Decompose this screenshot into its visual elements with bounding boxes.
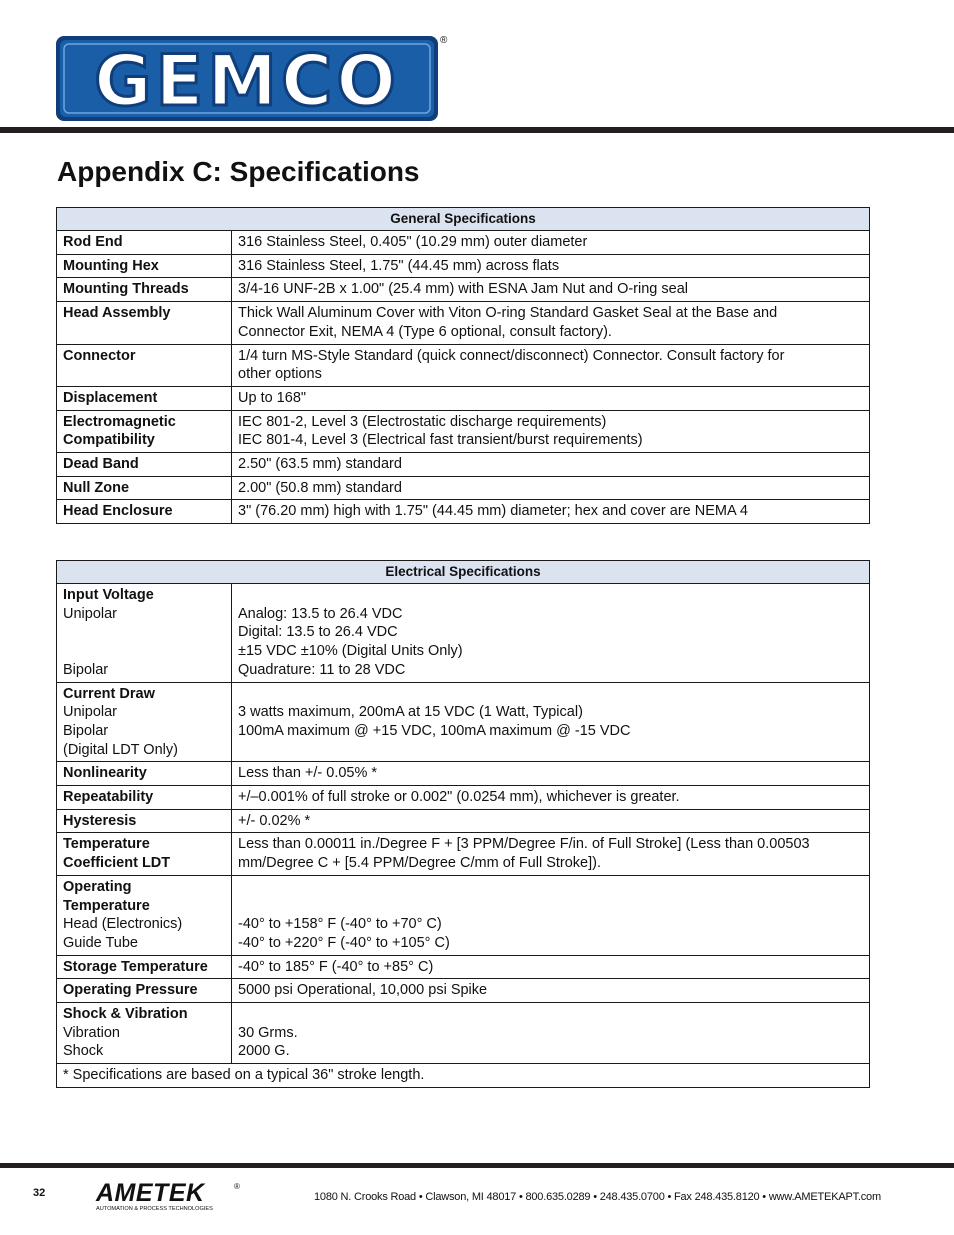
registered-mark: ® <box>440 35 448 46</box>
general-specifications-table <box>56 207 870 524</box>
row-label: Connector <box>63 347 136 364</box>
logo-text: GEMCO <box>94 40 400 122</box>
row-value: 316 Stainless Steel, 1.75" (44.45 mm) across flats <box>238 257 560 274</box>
row-label: Input Voltage <box>63 587 154 603</box>
row-sublabel: Shock <box>63 1043 104 1060</box>
table-row <box>57 231 870 255</box>
row-label: Head Assembly <box>63 305 171 322</box>
row-label-line: Temperature <box>63 897 150 914</box>
row-value-line: Connector Exit, NEMA 4 (Type 6 optional, consult factory). <box>238 323 612 340</box>
row-value: -40° to 185° F (-40° to +85° C) <box>238 958 434 975</box>
row-value-line: mm/Degree C + [5.4 PPM/Degree C/mm of Full Stroke]). <box>238 855 602 872</box>
row-value-line: 2000 G. <box>238 1043 290 1060</box>
table-row <box>57 500 870 524</box>
footer-address: 1080 N. Crooks Road • Clawson, MI 48017 • 800.635.0289 • 248.435.0700 • Fax 248.435.8120 • www.AMETEKAPT.com <box>314 1191 881 1203</box>
table-row <box>57 386 870 410</box>
table-row <box>57 344 870 386</box>
row-label: Current Draw <box>63 685 155 702</box>
row-value-line: Quadrature: 11 to 28 VDC <box>238 661 406 678</box>
row-label: Mounting Threads <box>63 281 189 298</box>
row-value-line: ±15 VDC ±10% (Digital Units Only) <box>238 643 463 660</box>
row-label-line: Operating <box>63 878 132 895</box>
row-value: 2.50" (63.5 mm) standard <box>238 456 402 473</box>
row-sublabel: Bipolar <box>63 722 109 739</box>
row-value-line: 1/4 turn MS-Style Standard (quick connect/disconnect) Connector. Consult factory for <box>238 347 785 364</box>
electrical-specifications-header: Electrical Specifications <box>57 561 870 584</box>
table-row <box>57 410 870 452</box>
row-label: Shock & Vibration <box>63 1006 188 1023</box>
row-value-line: 100mA maximum @ +15 VDC, 100mA maximum @ -15 VDC <box>238 722 631 739</box>
row-value-line: 30 Grms. <box>238 1024 298 1041</box>
row-value-line: IEC 801-4, Level 3 (Electrical fast transient/burst requirements) <box>238 432 643 449</box>
table-row <box>57 786 870 810</box>
row-label: Hysteresis <box>63 812 137 829</box>
electrical-specifications-table <box>56 560 870 1088</box>
row-value-line: IEC 801-2, Level 3 (Electrostatic discharge requirements) <box>238 413 607 430</box>
ametek-subtitle: AUTOMATION & PROCESS TECHNOLOGIES <box>96 1206 213 1212</box>
table-row <box>57 278 870 302</box>
table-row <box>57 955 870 979</box>
row-label: Displacement <box>63 389 158 406</box>
row-label-line: Coefficient LDT <box>63 855 171 872</box>
gemco-logo-graphic <box>55 35 439 122</box>
row-value: +/- 0.02% * <box>238 812 311 829</box>
table-header-row <box>57 208 870 231</box>
page-number: 32 <box>33 1187 46 1199</box>
table-row <box>57 254 870 278</box>
row-label: Nonlinearity <box>63 765 147 782</box>
row-label: Mounting Hex <box>63 257 159 274</box>
row-value-line: -40° to +158° F (-40° to +70° C) <box>238 916 442 933</box>
ametek-logo <box>95 1178 245 1214</box>
row-value-line: Less than 0.00011 in./Degree F + [3 PPM/Degree F/in. of Full Stroke] (Less than 0.00503 <box>238 836 810 853</box>
row-sublabel: (Digital LDT Only) <box>63 741 178 758</box>
row-value-line: Analog: 13.5 to 26.4 VDC <box>238 605 403 622</box>
row-label: Storage Temperature <box>63 958 208 975</box>
row-sublabel: Bipolar <box>63 661 109 678</box>
row-sublabel: Unipolar <box>63 704 117 721</box>
row-value: +/–0.001% of full stroke or 0.002" (0.0254 mm), whichever is greater. <box>238 789 680 806</box>
row-value-line: 3 watts maximum, 200mA at 15 VDC (1 Watt, Typical) <box>238 704 583 721</box>
row-value: 5000 psi Operational, 10,000 psi Spike <box>238 982 488 999</box>
ametek-logo-graphic <box>95 1178 245 1214</box>
table-row <box>57 1003 870 1064</box>
table-row <box>57 584 870 683</box>
table-row <box>57 302 870 344</box>
table-row <box>57 682 870 762</box>
page-title: Appendix C: Specifications <box>57 156 420 187</box>
table-row <box>57 875 870 955</box>
row-value: 316 Stainless Steel, 0.405" (10.29 mm) outer diameter <box>238 234 588 250</box>
row-value-line: Thick Wall Aluminum Cover with Viton O-ring Standard Gasket Seal at the Base and <box>238 305 778 322</box>
table-row <box>57 762 870 786</box>
gemco-logo <box>55 35 439 122</box>
row-value: Up to 168" <box>238 389 307 406</box>
row-label: Repeatability <box>63 789 154 806</box>
table-row <box>57 979 870 1003</box>
row-label-line: Electromagnetic <box>63 413 176 430</box>
table-row <box>57 833 870 875</box>
table-header-row <box>57 561 870 584</box>
row-value-line: -40° to +220° F (-40° to +105° C) <box>238 934 450 951</box>
row-label: Operating Pressure <box>63 982 198 999</box>
ametek-wordmark: AMETEK <box>96 1179 205 1207</box>
footer-rule <box>0 1163 954 1168</box>
row-sublabel: Unipolar <box>63 605 117 622</box>
table-row <box>57 809 870 833</box>
table-row <box>57 476 870 500</box>
row-value: 3/4-16 UNF-2B x 1.00" (25.4 mm) with ESNA Jam Nut and O-ring seal <box>238 281 688 298</box>
general-specifications-header: General Specifications <box>57 208 870 231</box>
row-value-line: Digital: 13.5 to 26.4 VDC <box>238 624 398 641</box>
ametek-registered-mark: ® <box>234 1182 240 1191</box>
row-value: Less than +/- 0.05% * <box>238 765 378 782</box>
row-sublabel: Guide Tube <box>63 934 138 951</box>
row-label: Head Enclosure <box>63 503 173 520</box>
row-label: Dead Band <box>63 456 139 473</box>
row-label: Null Zone <box>63 479 130 496</box>
row-value-line: other options <box>238 366 322 383</box>
row-sublabel: Vibration <box>63 1024 120 1041</box>
row-value: 2.00" (50.8 mm) standard <box>238 479 402 496</box>
footnote: * Specifications are based on a typical 36" stroke length. <box>63 1067 425 1084</box>
row-sublabel: Head (Electronics) <box>63 916 183 933</box>
row-label-line: Compatibility <box>63 432 155 449</box>
table-row <box>57 453 870 477</box>
footnote-row <box>57 1064 870 1088</box>
row-label: Rod End <box>63 234 123 250</box>
header-rule <box>0 127 954 133</box>
row-value: 3" (76.20 mm) high with 1.75" (44.45 mm) diameter; hex and cover are NEMA 4 <box>238 503 748 520</box>
row-label-line: Temperature <box>63 836 150 853</box>
